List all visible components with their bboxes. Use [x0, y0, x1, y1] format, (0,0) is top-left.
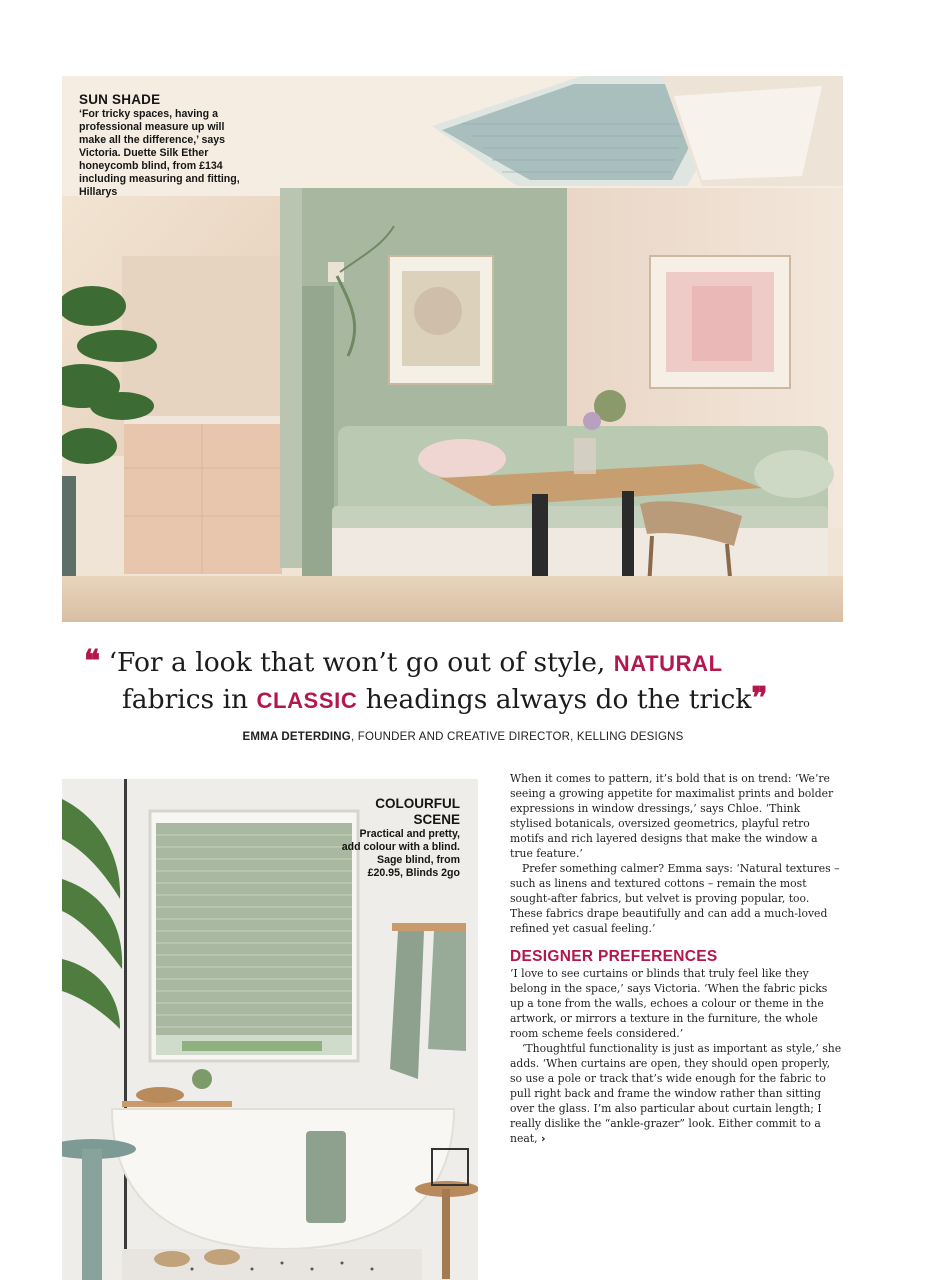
bathroom-photo — [62, 779, 478, 1280]
article-paragraph: ‘I love to see curtains or blinds that truly feel like they belong in the space,’ says Victoria. ‘When the fabric picks up a tone from the walls, echoes a colour or theme in the artwork, or mirrors a texture in the furniture, the whole room scheme feels considered.’ — [510, 967, 828, 1040]
dining-nook-photo — [62, 76, 843, 622]
pull-quote-line-2 — [84, 681, 844, 718]
colourful-scene-caption — [340, 796, 460, 880]
pull-quote-line-1 — [84, 644, 844, 681]
pull-quote-accent-classic: CLASSIC — [256, 688, 358, 713]
sun-shade-caption — [79, 92, 254, 199]
article-body — [510, 771, 843, 1146]
caption-title: COLOURFUL SCENE — [375, 796, 460, 827]
pull-quote — [84, 644, 844, 718]
attribution-name: EMMA DETERDING — [242, 731, 351, 743]
pull-quote-text-2: fabrics in — [122, 684, 257, 715]
article-paragraph-last — [510, 1041, 843, 1146]
pull-quote-text-3: headings always do the trick — [357, 684, 752, 715]
caption-title: SUN SHADE — [79, 92, 161, 107]
caption-text: Practical and pretty, add colour with a blind. Sage blind, from £20.95, Blinds 2go — [341, 828, 460, 879]
pull-quote-accent-natural: NATURAL — [613, 651, 723, 676]
pull-quote-text-1: ‘For a look that won’t go out of style, — [108, 647, 614, 678]
article-paragraph: Prefer something calmer? Emma says: ‘Natural textures – such as linens and textured cottons – remain the most sought-after fabrics, but velvet is proving popular, too. These fabrics drape beautifully and can add a much-loved refined yet casual feeling.’ — [510, 862, 840, 935]
attribution-role: , FOUNDER AND CREATIVE DIRECTOR, KELLING DESIGNS — [350, 731, 684, 743]
section-heading: DESIGNER PREFERENCES — [510, 948, 718, 965]
article-paragraph: When it comes to pattern, it’s bold that is on trend: ‘We’re seeing a growing appetite for maximalist prints and bolder expressions in window dressings,’ says Chloe. ‘Think stylised botanicals, oversized geometrics, playful retro motifs and rich layered designs that make the window a true feature.’ — [510, 772, 834, 860]
pull-quote-attribution — [0, 731, 926, 743]
close-quote-icon: ❞ — [751, 681, 768, 716]
continue-arrow-icon: › — [541, 1132, 546, 1145]
article-paragraph-text: ‘Thoughtful functionality is just as important as style,’ she adds. ‘When curtains are open, they should open properly, so use a pole or track that’s wide enough for the fabric to pull right back and frame the window rather than sitting over the glass. I’m also particular about curtain length; I really dislike the “ankle-grazer” look. Either commit to a neat, — [510, 1042, 842, 1145]
open-quote-icon: ❝ — [84, 644, 101, 679]
caption-text: ‘For tricky spaces, having a professional measure up will make all the difference,’ says Victoria. Duette Silk Ether honeycomb blind, from £134 including measuring and fitting, Hillarys — [79, 108, 240, 198]
